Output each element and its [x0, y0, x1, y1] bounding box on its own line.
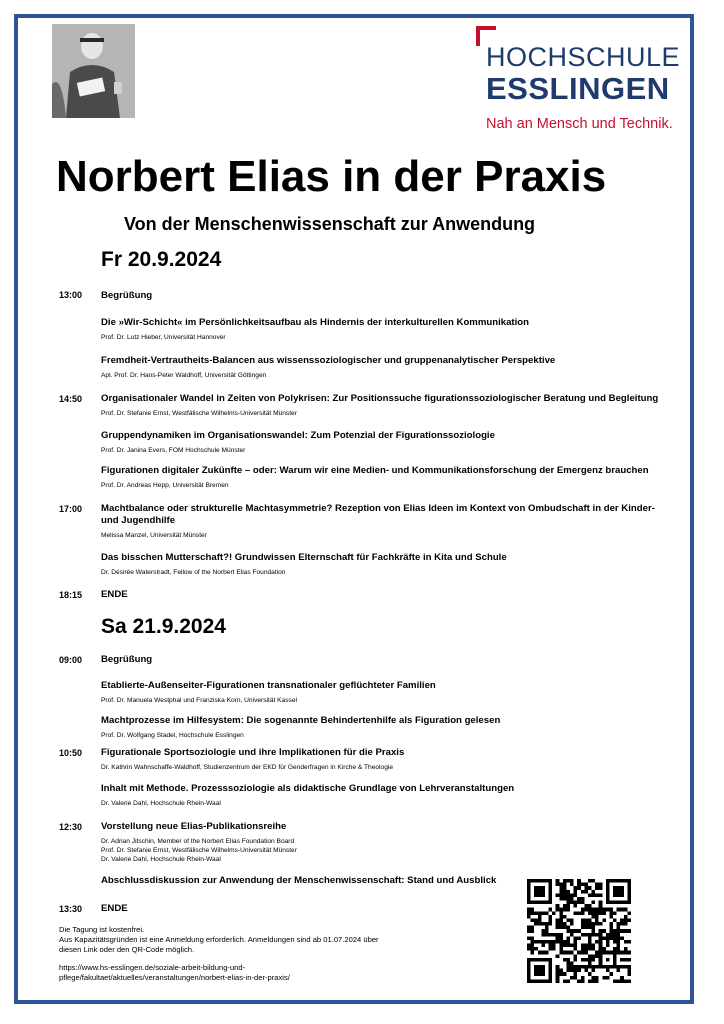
- item-title: Begrüßung: [101, 654, 153, 665]
- schedule-item: [101, 430, 661, 455]
- item-title: Figurationale Sportsoziologie und ihre Implikationen für die Praxis: [101, 747, 405, 758]
- logo-slogan: Nah an Mensch und Technik.: [486, 116, 673, 132]
- time-label: 13:30: [59, 904, 83, 914]
- item-speaker: Prof. Dr. Stefanie Ernst, Westfälische Wilhelms-Universität Münster: [101, 847, 297, 854]
- item-title: Figurationen digitaler Zukünfte – oder: Warum wir eine Medien- und Kommunikationsforschung der Emergenz brauchen: [101, 465, 649, 476]
- item-title: Organisationaler Wandel in Zeiten von Polykrisen: Zur Positionssuche figurationssoziologischer Beratung und Begleitung: [101, 393, 659, 404]
- registration-link[interactable]: https://www.hs-esslingen.de/soziale-arbeit-bildung-und-: [59, 963, 246, 972]
- day-heading-friday: Fr 20.9.2024: [101, 248, 222, 271]
- item-title: Begrüßung: [101, 290, 153, 301]
- footer-info: [59, 925, 459, 983]
- logo-text-line1: HOCHSCHULE: [486, 42, 681, 72]
- item-title: Inhalt mit Methode. Prozesssoziologie als didaktische Grundlage von Lehrveranstaltungen: [101, 783, 515, 794]
- schedule-item: [101, 503, 661, 540]
- schedule-item: [101, 654, 661, 666]
- item-speaker: Dr. Valerie Dahl, Hochschule Rhein-Waal: [101, 800, 221, 807]
- item-title: Abschlussdiskussion zur Anwendung der Menschenwissenschaft: Stand und Ausblick: [101, 875, 497, 886]
- item-title: Gruppendynamiken im Organisationswandel: Zum Potenzial der Figurationssoziologie: [101, 430, 495, 441]
- schedule-item: [101, 903, 521, 915]
- page-title: Norbert Elias in der Praxis: [56, 152, 607, 201]
- qr-code-image: [527, 879, 631, 983]
- item-speaker: Prof. Dr. Stefanie Ernst, Westfälische Wilhelms-Universität Münster: [101, 410, 297, 417]
- item-speaker: Prof. Dr. Lutz Hieber, Universität Hannover: [101, 334, 226, 341]
- item-speaker: Dr. Désirée Waterstradt, Fellow of the Norbert Elias Foundation: [101, 569, 286, 576]
- page-subtitle: Von der Menschenwissenschaft zur Anwendung: [124, 214, 536, 234]
- item-title: Machtbalance oder strukturelle Machtasymmetrie? Rezeption von Elias Ideen im Kontext von Ombudschaft in der Kinder- und Jugendhilfe: [101, 503, 655, 526]
- item-title: Machtprozesse im Hilfesystem: Die sogenannte Behindertenhilfe als Figuration gelesen: [101, 715, 501, 726]
- portrait-photo: [52, 24, 135, 118]
- logo-text-line2: ESSLINGEN: [486, 71, 670, 106]
- portrait-image: [52, 24, 135, 118]
- schedule-item: [101, 783, 661, 808]
- item-title: ENDE: [101, 589, 128, 600]
- item-title: Etablierte-Außenseiter-Figurationen transnationaler geflüchteter Familien: [101, 680, 436, 691]
- footer-line: Die Tagung ist kostenfrei.: [59, 925, 145, 934]
- item-speaker: Prof. Dr. Wolfgang Stadel, Hochschule Esslingen: [101, 732, 244, 739]
- schedule-item: [101, 821, 661, 864]
- university-logo: [464, 20, 684, 140]
- item-speaker: Dr. Kathrin Wahnschaffe-Waldhoff, Studienzentrum der EKD für Genderfragen in Kirche & Theologie: [101, 764, 393, 771]
- item-speaker: Prof. Dr. Andreas Hepp, Universität Bremen: [101, 482, 229, 489]
- schedule-item: [101, 465, 661, 490]
- day-heading-saturday: Sa 21.9.2024: [101, 615, 226, 638]
- time-label: 18:15: [59, 590, 83, 600]
- time-label: 10:50: [59, 748, 83, 758]
- item-title: Die »Wir-Schicht« im Persönlichkeitsaufbau als Hindernis der interkulturellen Kommunikation: [101, 317, 529, 328]
- schedule-item: [101, 355, 661, 380]
- footer-line: diesen Link oder den QR-Code möglich.: [59, 945, 195, 954]
- time-label: 09:00: [59, 655, 83, 665]
- item-title: Fremdheit-Vertrautheits-Balancen aus wissenssoziologischer und gruppenanalytischer Perspektive: [101, 355, 556, 366]
- schedule-item: [101, 715, 661, 740]
- schedule-item: [101, 317, 661, 342]
- item-speaker: Dr. Adrian Jitschin, Member of the Norbert Elias Foundation Board: [101, 838, 295, 845]
- schedule-item: [101, 747, 661, 772]
- time-label: 14:50: [59, 394, 83, 404]
- item-speaker: Dr. Valerie Dahl, Hochschule Rhein-Waal: [101, 856, 221, 863]
- schedule-item: [101, 552, 661, 577]
- qr-code-icon[interactable]: [527, 879, 631, 983]
- schedule-item: [101, 393, 661, 418]
- item-title: Vorstellung neue Elias-Publikationsreihe: [101, 821, 287, 832]
- item-speaker: Prof. Dr. Janina Evers, FOM Hochschule Münster: [101, 447, 246, 454]
- footer-line: Aus Kapazitätsgründen ist eine Anmeldung erforderlich. Anmeldungen sind ab 01.07.2024 über: [59, 935, 379, 944]
- schedule-item: [101, 290, 661, 302]
- item-speaker: Prof. Dr. Manuela Westphal und Franziska Korn, Universität Kassel: [101, 697, 297, 704]
- registration-link[interactable]: pflege/fakultaet/aktuelles/veranstaltungen/norbert-elias-in-der-praxis/: [59, 973, 290, 982]
- time-label: 17:00: [59, 504, 83, 514]
- item-speaker: Apl. Prof. Dr. Hans-Peter Waldhoff, Universität Göttingen: [101, 372, 267, 379]
- schedule-item: [101, 875, 521, 887]
- item-speaker: Melissa Manzel, Universität Münster: [101, 532, 207, 539]
- item-title: ENDE: [101, 903, 128, 914]
- schedule-item: [101, 680, 661, 705]
- item-title: Das bisschen Mutterschaft?! Grundwissen Elternschaft für Fachkräfte in Kita und Schule: [101, 552, 507, 563]
- time-label: 12:30: [59, 822, 83, 832]
- time-label: 13:00: [59, 290, 83, 300]
- schedule-item: [101, 589, 661, 601]
